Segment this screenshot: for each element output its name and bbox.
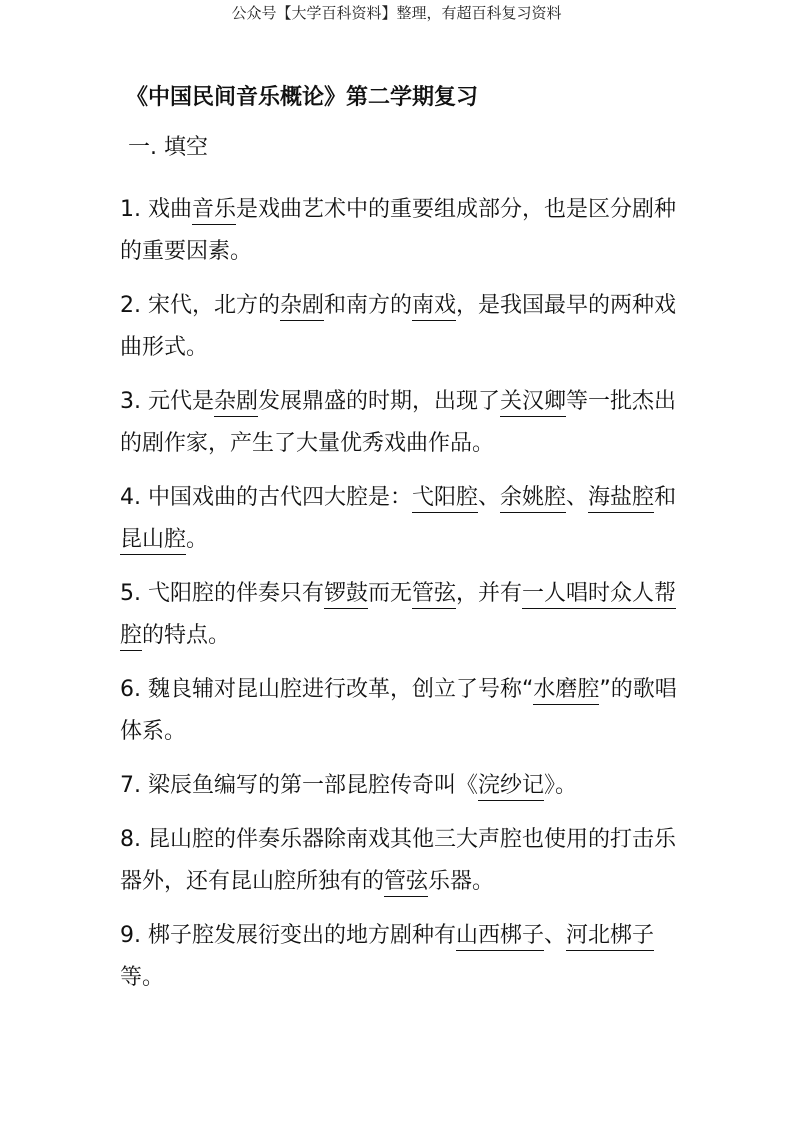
question-text: 9. 梆子腔发展衍变出的地方剧种有 [120, 923, 456, 948]
question-text: 1. 戏曲 [120, 197, 192, 222]
answer-blank: 水磨腔 [533, 677, 599, 705]
answer-blank: 山西梆子 [456, 923, 544, 951]
answer-blank: 管弦 [412, 581, 456, 609]
question-text: 和 [654, 485, 677, 510]
question-1 [120, 189, 680, 273]
question-9 [120, 915, 680, 999]
question-text: 2. 宋代，北方的 [120, 293, 280, 318]
question-text: 4. 中国戏曲的古代四大腔是： [120, 485, 412, 510]
answer-blank: 关汉卿 [500, 389, 566, 417]
answer-blank: 杂剧 [214, 389, 258, 417]
question-text: 是戏曲艺术中的重要组成部分，也是区分剧种的重要因素。 [120, 197, 677, 264]
question-text: 。 [186, 527, 209, 552]
question-text: ，并有 [456, 581, 523, 606]
answer-blank: 河北梆子 [566, 923, 654, 951]
document-body [120, 78, 680, 1011]
header-note: 公众号【大学百科资料】整理，有超百科复习资料 [231, 4, 562, 22]
question-text: 乐器。 [428, 869, 495, 894]
question-text: 而无 [368, 581, 413, 606]
question-text: 等一批杰出的剧作家，产生了大量优秀戏曲作品。 [120, 389, 677, 456]
question-text: 、 [566, 485, 589, 510]
question-6 [120, 669, 680, 753]
question-text: 6. 魏良辅对昆山腔进行改革，创立了号称“ [120, 677, 534, 702]
question-text: 、 [544, 923, 567, 948]
question-3 [120, 381, 680, 465]
answer-blank: 杂剧 [280, 293, 324, 321]
question-list [120, 189, 680, 999]
question-text: 8. 昆山腔的伴奏乐器除南戏其他三大声腔也使用的打击乐器外，还有昆山腔所独有的 [120, 827, 676, 894]
question-text: 等。 [120, 965, 165, 990]
question-text: ，是我国最早的两种戏曲形式。 [120, 293, 677, 360]
section-heading: 一. 填空 [128, 135, 208, 160]
question-2 [120, 285, 680, 369]
question-text: 发展鼎盛的时期，出现了 [258, 389, 501, 414]
answer-blank: 南戏 [412, 293, 456, 321]
question-text: 》。 [544, 773, 578, 798]
answer-blank: 一人唱时众人帮腔 [120, 581, 676, 651]
question-text: 7. 梁辰鱼编写的第一部昆腔传奇叫《 [120, 773, 478, 798]
answer-blank: 海盐腔 [588, 485, 654, 513]
answer-blank: 余姚腔 [500, 485, 566, 513]
answer-blank: 管弦 [384, 869, 428, 897]
question-text: 的特点。 [142, 623, 231, 648]
answer-blank: 音乐 [192, 197, 236, 225]
question-7 [120, 765, 680, 807]
answer-blank: 锣鼓 [324, 581, 368, 609]
question-4 [120, 477, 680, 561]
question-text: 、 [478, 485, 501, 510]
question-5 [120, 573, 680, 657]
question-8 [120, 819, 680, 903]
question-text: 5. 弋阳腔的伴奏只有 [120, 581, 324, 606]
document-title: 《中国民间音乐概论》第二学期复习 [126, 85, 479, 110]
answer-blank: 浣纱记 [478, 773, 544, 801]
question-text: 3. 元代是 [120, 389, 214, 414]
question-text: 和南方的 [324, 293, 413, 318]
answer-blank: 弋阳腔 [412, 485, 478, 513]
answer-blank: 昆山腔 [120, 527, 186, 555]
question-text: ”的歌唱体系。 [120, 677, 677, 744]
